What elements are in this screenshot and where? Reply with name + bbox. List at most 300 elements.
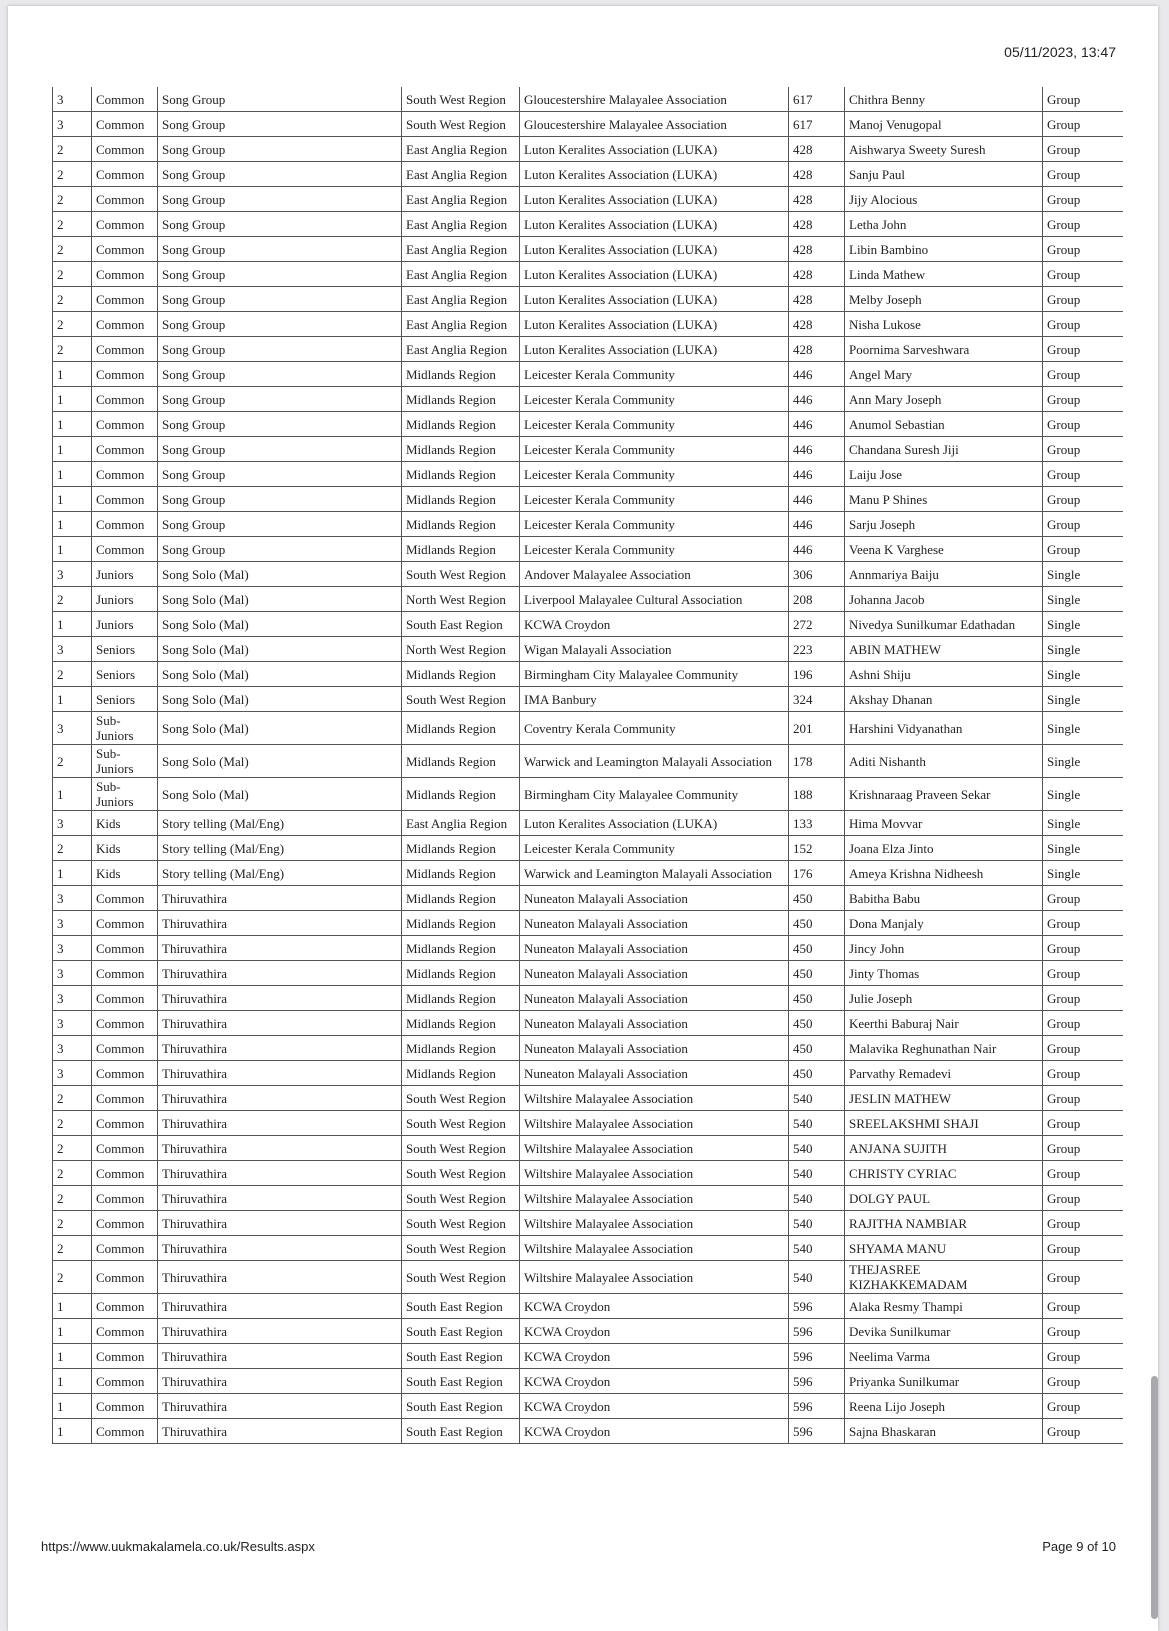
participant-cell: JESLIN MATHEW [845,1086,1043,1111]
association-cell: Birmingham City Malayalee Community [520,662,789,687]
table-row [53,1186,1123,1211]
position-cell: 1 [53,1319,92,1344]
vertical-scrollbar[interactable] [1151,1376,1158,1619]
category-cell: Juniors [92,587,158,612]
print-timestamp: 05/11/2023, 13:47 [1004,44,1116,60]
type-cell: Group [1043,1061,1123,1086]
position-cell: 3 [53,961,92,986]
association-cell: KCWA Croydon [520,1369,789,1394]
participant-cell: Babitha Babu [845,886,1043,911]
association-cell: Luton Keralites Association (LUKA) [520,337,789,362]
item-cell: Song Group [158,187,402,212]
participant-cell: ABIN MATHEW [845,637,1043,662]
item-cell: Song Group [158,462,402,487]
participant-cell: Annmariya Baiju [845,562,1043,587]
table-row [53,1136,1123,1161]
category-cell: Juniors [92,562,158,587]
table-row [53,587,1123,612]
table-row [53,262,1123,287]
region-cell: Midlands Region [402,362,520,387]
participant-cell: Laiju Jose [845,462,1043,487]
participant-cell: Linda Mathew [845,262,1043,287]
region-cell: North West Region [402,587,520,612]
table-row [53,911,1123,936]
position-cell: 3 [53,637,92,662]
position-cell: 3 [53,886,92,911]
participant-cell: Sarju Joseph [845,512,1043,537]
association-cell: Nuneaton Malayali Association [520,1011,789,1036]
chest-number-cell: 188 [789,778,845,811]
participant-cell: Malavika Reghunathan Nair [845,1036,1043,1061]
table-row [53,861,1123,886]
item-cell: Thiruvathira [158,1011,402,1036]
association-cell: Nuneaton Malayali Association [520,911,789,936]
chest-number-cell: 428 [789,287,845,312]
table-row [53,112,1123,137]
association-cell: Wigan Malayali Association [520,637,789,662]
chest-number-cell: 446 [789,362,845,387]
chest-number-cell: 540 [789,1111,845,1136]
association-cell: Luton Keralites Association (LUKA) [520,262,789,287]
region-cell: South West Region [402,1086,520,1111]
region-cell: Midlands Region [402,861,520,886]
category-cell: Common [92,1261,158,1294]
association-cell: Leicester Kerala Community [520,512,789,537]
table-row [53,1394,1123,1419]
participant-cell: Chithra Benny [845,87,1043,112]
category-cell: Common [92,1419,158,1444]
category-cell: Seniors [92,637,158,662]
position-cell: 2 [53,337,92,362]
chest-number-cell: 133 [789,811,845,836]
association-cell: Nuneaton Malayali Association [520,1036,789,1061]
category-cell: Common [92,462,158,487]
region-cell: South East Region [402,612,520,637]
table-row [53,87,1123,112]
item-cell: Song Group [158,537,402,562]
type-cell: Group [1043,1294,1123,1319]
item-cell: Thiruvathira [158,1294,402,1319]
region-cell: South West Region [402,1211,520,1236]
item-cell: Thiruvathira [158,1136,402,1161]
type-cell: Group [1043,212,1123,237]
item-cell: Thiruvathira [158,1419,402,1444]
region-cell: South East Region [402,1369,520,1394]
position-cell: 1 [53,1294,92,1319]
category-cell: Common [92,986,158,1011]
category-cell: Common [92,1136,158,1161]
category-cell: Common [92,1394,158,1419]
chest-number-cell: 450 [789,886,845,911]
association-cell: Nuneaton Malayali Association [520,961,789,986]
type-cell: Group [1043,537,1123,562]
chest-number-cell: 428 [789,262,845,287]
association-cell: Luton Keralites Association (LUKA) [520,287,789,312]
position-cell: 1 [53,612,92,637]
type-cell: Group [1043,1011,1123,1036]
chest-number-cell: 450 [789,1061,845,1086]
region-cell: Midlands Region [402,961,520,986]
type-cell: Group [1043,911,1123,936]
region-cell: South East Region [402,1394,520,1419]
category-cell: Common [92,537,158,562]
association-cell: Leicester Kerala Community [520,462,789,487]
position-cell: 3 [53,1036,92,1061]
table-row [53,961,1123,986]
participant-cell: Sajna Bhaskaran [845,1419,1043,1444]
type-cell: Group [1043,437,1123,462]
category-cell: Common [92,487,158,512]
chest-number-cell: 617 [789,87,845,112]
position-cell: 2 [53,287,92,312]
region-cell: East Anglia Region [402,312,520,337]
table-row [53,312,1123,337]
type-cell: Group [1043,462,1123,487]
position-cell: 2 [53,262,92,287]
association-cell: Wiltshire Malayalee Association [520,1136,789,1161]
chest-number-cell: 428 [789,212,845,237]
item-cell: Song Solo (Mal) [158,778,402,811]
participant-cell: Manoj Venugopal [845,112,1043,137]
participant-cell: Veena K Varghese [845,537,1043,562]
region-cell: Midlands Region [402,1036,520,1061]
position-cell: 2 [53,1236,92,1261]
chest-number-cell: 596 [789,1319,845,1344]
association-cell: KCWA Croydon [520,612,789,637]
type-cell: Group [1043,87,1123,112]
chest-number-cell: 446 [789,437,845,462]
type-cell: Group [1043,137,1123,162]
region-cell: East Anglia Region [402,162,520,187]
participant-cell: SREELAKSHMI SHAJI [845,1111,1043,1136]
association-cell: Wiltshire Malayalee Association [520,1211,789,1236]
association-cell: Wiltshire Malayalee Association [520,1161,789,1186]
region-cell: Midlands Region [402,462,520,487]
item-cell: Thiruvathira [158,1086,402,1111]
association-cell: Warwick and Leamington Malayali Association [520,745,789,778]
association-cell: Leicester Kerala Community [520,487,789,512]
type-cell: Single [1043,662,1123,687]
participant-cell: Devika Sunilkumar [845,1319,1043,1344]
chest-number-cell: 272 [789,612,845,637]
participant-cell: Manu P Shines [845,487,1043,512]
position-cell: 2 [53,662,92,687]
association-cell: Nuneaton Malayali Association [520,986,789,1011]
category-cell: Common [92,162,158,187]
region-cell: South West Region [402,1236,520,1261]
chest-number-cell: 540 [789,1086,845,1111]
type-cell: Group [1043,1161,1123,1186]
association-cell: KCWA Croydon [520,1394,789,1419]
region-cell: South East Region [402,1419,520,1444]
category-cell: Common [92,911,158,936]
footer-url: https://www.uukmakalamela.co.uk/Results.aspx [41,1539,315,1554]
association-cell: Luton Keralites Association (LUKA) [520,237,789,262]
type-cell: Single [1043,687,1123,712]
association-cell: Leicester Kerala Community [520,437,789,462]
participant-cell: Akshay Dhanan [845,687,1043,712]
item-cell: Song Group [158,137,402,162]
item-cell: Song Group [158,337,402,362]
chest-number-cell: 306 [789,562,845,587]
region-cell: South East Region [402,1319,520,1344]
item-cell: Song Solo (Mal) [158,712,402,745]
item-cell: Song Solo (Mal) [158,637,402,662]
chest-number-cell: 540 [789,1236,845,1261]
participant-cell: Jinty Thomas [845,961,1043,986]
chest-number-cell: 446 [789,462,845,487]
association-cell: Luton Keralites Association (LUKA) [520,212,789,237]
type-cell: Group [1043,1344,1123,1369]
chest-number-cell: 428 [789,312,845,337]
position-cell: 1 [53,437,92,462]
category-cell: Seniors [92,687,158,712]
table-row [53,1344,1123,1369]
type-cell: Group [1043,1086,1123,1111]
chest-number-cell: 446 [789,487,845,512]
item-cell: Song Group [158,387,402,412]
type-cell: Group [1043,1136,1123,1161]
item-cell: Thiruvathira [158,961,402,986]
chest-number-cell: 540 [789,1186,845,1211]
position-cell: 3 [53,811,92,836]
type-cell: Group [1043,312,1123,337]
association-cell: Wiltshire Malayalee Association [520,1111,789,1136]
table-row [53,162,1123,187]
table-row [53,1261,1123,1294]
participant-cell: Nivedya Sunilkumar Edathadan [845,612,1043,637]
table-row [53,237,1123,262]
position-cell: 1 [53,537,92,562]
participant-cell: Ameya Krishna Nidheesh [845,861,1043,886]
item-cell: Song Group [158,212,402,237]
position-cell: 3 [53,112,92,137]
position-cell: 2 [53,162,92,187]
category-cell: Common [92,437,158,462]
type-cell: Group [1043,1211,1123,1236]
category-cell: Common [92,137,158,162]
type-cell: Single [1043,637,1123,662]
position-cell: 1 [53,687,92,712]
category-cell: Common [92,1319,158,1344]
category-cell: Common [92,1294,158,1319]
category-cell: Common [92,886,158,911]
item-cell: Song Group [158,87,402,112]
type-cell: Group [1043,1394,1123,1419]
type-cell: Group [1043,1261,1123,1294]
association-cell: Leicester Kerala Community [520,537,789,562]
participant-cell: THEJASREE KIZHAKKEMADAM [845,1261,1043,1294]
association-cell: Warwick and Leamington Malayali Association [520,861,789,886]
type-cell: Single [1043,778,1123,811]
participant-cell: Parvathy Remadevi [845,1061,1043,1086]
item-cell: Song Solo (Mal) [158,562,402,587]
pdf-page [8,6,1158,1631]
position-cell: 2 [53,312,92,337]
type-cell: Group [1043,237,1123,262]
table-row [53,1111,1123,1136]
table-row [53,612,1123,637]
chest-number-cell: 324 [789,687,845,712]
table-row [53,337,1123,362]
participant-cell: SHYAMA MANU [845,1236,1043,1261]
position-cell: 3 [53,712,92,745]
table-row [53,562,1123,587]
type-cell: Single [1043,745,1123,778]
category-cell: Sub-Juniors [92,778,158,811]
region-cell: East Anglia Region [402,137,520,162]
category-cell: Kids [92,811,158,836]
region-cell: Midlands Region [402,412,520,437]
item-cell: Song Group [158,412,402,437]
region-cell: Midlands Region [402,537,520,562]
chest-number-cell: 152 [789,836,845,861]
chest-number-cell: 450 [789,986,845,1011]
table-row [53,637,1123,662]
association-cell: Wiltshire Malayalee Association [520,1186,789,1211]
chest-number-cell: 596 [789,1344,845,1369]
item-cell: Thiruvathira [158,1319,402,1344]
chest-number-cell: 176 [789,861,845,886]
table-row [53,387,1123,412]
association-cell: Nuneaton Malayali Association [520,886,789,911]
type-cell: Group [1043,262,1123,287]
category-cell: Common [92,1186,158,1211]
region-cell: North West Region [402,637,520,662]
position-cell: 1 [53,387,92,412]
position-cell: 2 [53,187,92,212]
association-cell: Wiltshire Malayalee Association [520,1236,789,1261]
type-cell: Single [1043,836,1123,861]
region-cell: Midlands Region [402,886,520,911]
association-cell: Coventry Kerala Community [520,712,789,745]
participant-cell: Letha John [845,212,1043,237]
item-cell: Song Group [158,112,402,137]
region-cell: Midlands Region [402,1061,520,1086]
chest-number-cell: 196 [789,662,845,687]
table-row [53,287,1123,312]
region-cell: Midlands Region [402,986,520,1011]
category-cell: Common [92,337,158,362]
item-cell: Song Solo (Mal) [158,612,402,637]
item-cell: Story telling (Mal/Eng) [158,861,402,886]
participant-cell: Nisha Lukose [845,312,1043,337]
position-cell: 2 [53,1136,92,1161]
type-cell: Group [1043,986,1123,1011]
position-cell: 2 [53,1086,92,1111]
chest-number-cell: 596 [789,1369,845,1394]
association-cell: Luton Keralites Association (LUKA) [520,137,789,162]
chest-number-cell: 450 [789,1036,845,1061]
category-cell: Common [92,1086,158,1111]
type-cell: Group [1043,1111,1123,1136]
type-cell: Group [1043,287,1123,312]
association-cell: Luton Keralites Association (LUKA) [520,312,789,337]
item-cell: Song Solo (Mal) [158,745,402,778]
region-cell: East Anglia Region [402,811,520,836]
type-cell: Group [1043,512,1123,537]
association-cell: Birmingham City Malayalee Community [520,778,789,811]
participant-cell: Libin Bambino [845,237,1043,262]
region-cell: Midlands Region [402,911,520,936]
category-cell: Common [92,112,158,137]
category-cell: Common [92,1111,158,1136]
participant-cell: Dona Manjaly [845,911,1043,936]
table-row [53,187,1123,212]
position-cell: 3 [53,1061,92,1086]
chest-number-cell: 540 [789,1136,845,1161]
table-row [53,462,1123,487]
item-cell: Thiruvathira [158,1394,402,1419]
table-row [53,512,1123,537]
category-cell: Sub-Juniors [92,712,158,745]
item-cell: Thiruvathira [158,1111,402,1136]
category-cell: Common [92,512,158,537]
table-row [53,137,1123,162]
participant-cell: Jincy John [845,936,1043,961]
chest-number-cell: 596 [789,1419,845,1444]
participant-cell: Angel Mary [845,362,1043,387]
category-cell: Sub-Juniors [92,745,158,778]
results-body [53,87,1123,1444]
region-cell: South West Region [402,1111,520,1136]
results-table [52,87,1123,1444]
table-row [53,1061,1123,1086]
table-row [53,437,1123,462]
participant-cell: Sanju Paul [845,162,1043,187]
chest-number-cell: 450 [789,961,845,986]
participant-cell: Anumol Sebastian [845,412,1043,437]
category-cell: Common [92,1011,158,1036]
item-cell: Thiruvathira [158,1186,402,1211]
category-cell: Common [92,387,158,412]
chest-number-cell: 617 [789,112,845,137]
table-row [53,1319,1123,1344]
type-cell: Group [1043,1419,1123,1444]
participant-cell: Poornima Sarveshwara [845,337,1043,362]
participant-cell: Ann Mary Joseph [845,387,1043,412]
association-cell: Wiltshire Malayalee Association [520,1086,789,1111]
position-cell: 1 [53,362,92,387]
region-cell: Midlands Region [402,387,520,412]
chest-number-cell: 428 [789,237,845,262]
table-row [53,936,1123,961]
table-row [53,1036,1123,1061]
region-cell: South West Region [402,1161,520,1186]
position-cell: 3 [53,911,92,936]
item-cell: Thiruvathira [158,1161,402,1186]
table-row [53,1161,1123,1186]
category-cell: Common [92,87,158,112]
association-cell: Nuneaton Malayali Association [520,1061,789,1086]
item-cell: Thiruvathira [158,1211,402,1236]
association-cell: Andover Malayalee Association [520,562,789,587]
type-cell: Single [1043,712,1123,745]
item-cell: Thiruvathira [158,911,402,936]
table-row [53,412,1123,437]
table-row [53,1369,1123,1394]
type-cell: Group [1043,886,1123,911]
chest-number-cell: 450 [789,936,845,961]
region-cell: South West Region [402,1136,520,1161]
chest-number-cell: 540 [789,1211,845,1236]
position-cell: 1 [53,487,92,512]
type-cell: Group [1043,936,1123,961]
item-cell: Song Group [158,162,402,187]
table-row [53,836,1123,861]
table-row [53,778,1123,811]
position-cell: 2 [53,587,92,612]
